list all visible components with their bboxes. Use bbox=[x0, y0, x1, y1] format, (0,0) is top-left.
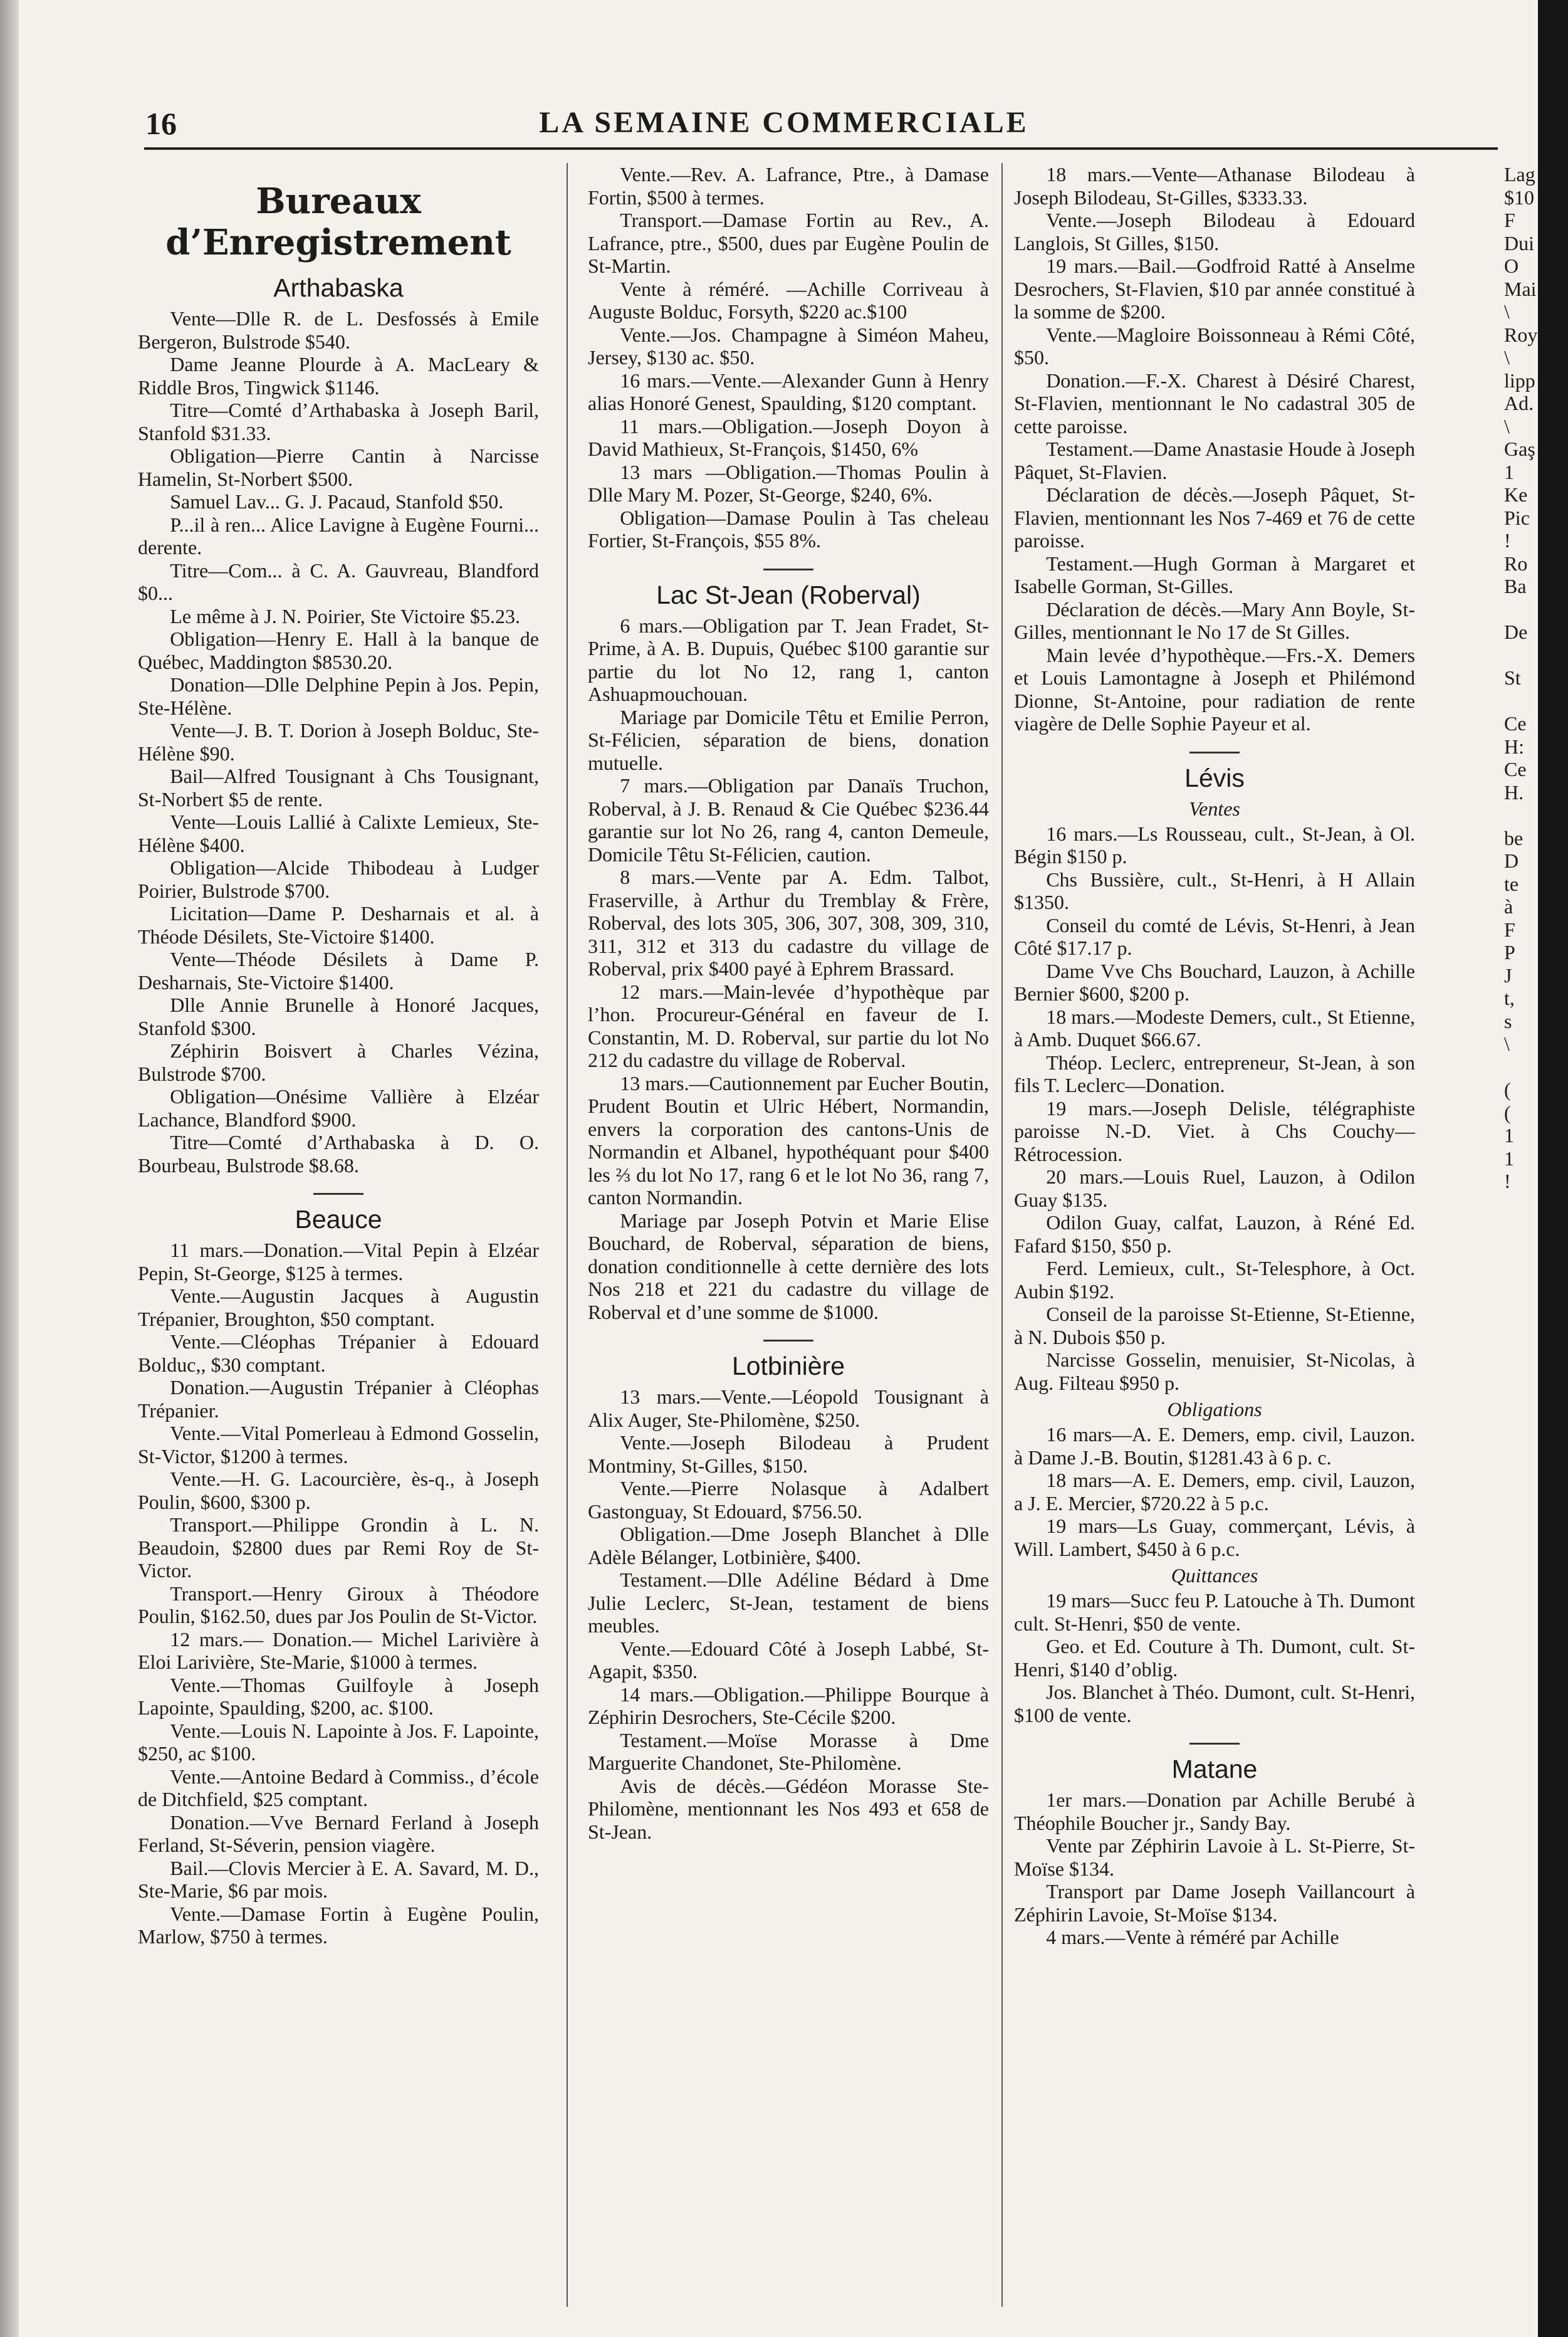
register-entry: Narcisse Gosselin, menuisier, St-Nicolas, à Aug. Filteau $950 p. bbox=[1014, 1348, 1415, 1394]
register-entry: Obligation—Onésime Vallière à Elzéar Lachance, Blandford $900. bbox=[138, 1085, 539, 1131]
edge-fragment: Ro bbox=[1504, 552, 1528, 575]
register-entry: Mariage par Joseph Potvin et Marie Elise Bouchard, de Roberval, séparation de biens, donation conditionnelle à cette dernière des lots Nos 218 et 221 du cadastre du village de Roberval et d’une somme de $1000. bbox=[588, 1209, 989, 1323]
register-entry: 1er mars.—Donation par Achille Berubé à Théophile Boucher jr., Sandy Bay. bbox=[1014, 1788, 1415, 1834]
register-entry: Transport par Dame Joseph Vaillancourt à Zéphirin Lavoie, St-Moïse $134. bbox=[1014, 1880, 1415, 1926]
register-entry: Vente par Zéphirin Lavoie à L. St-Pierre, St-Moïse $134. bbox=[1014, 1834, 1415, 1880]
edge-fragment: ! bbox=[1504, 1170, 1511, 1192]
edge-fragment: ( bbox=[1504, 1101, 1511, 1124]
edge-fragment: Dui bbox=[1504, 231, 1534, 255]
page-number: 16 bbox=[145, 106, 177, 141]
column-2 bbox=[588, 163, 989, 2307]
column-1 bbox=[138, 163, 539, 2307]
section-rule bbox=[1189, 1743, 1240, 1745]
register-entry: Vente.—Cléophas Trépanier à Edouard Bolduc,, $30 comptant. bbox=[138, 1330, 539, 1376]
register-entry: Dame Jeanne Plourde à A. MacLeary & Riddle Bros, Tingwick $1146. bbox=[138, 353, 539, 399]
edge-fragment: J bbox=[1504, 964, 1512, 987]
register-entry: 19 mars.—Bail.—Godfroid Ratté à Anselme Desrochers, St-Flavien, $10 par année constitué à la somme de $200. bbox=[1014, 255, 1415, 323]
register-entry: Titre—Comté d’Arthabaska à D. O. Bourbeau, Bulstrode $8.68. bbox=[138, 1131, 539, 1177]
edge-fragment: Ce bbox=[1504, 712, 1527, 735]
edge-fragment: t, bbox=[1504, 987, 1515, 1009]
section-rule bbox=[1189, 752, 1240, 754]
edge-fragment: \ bbox=[1504, 414, 1510, 438]
register-entry: 13 mars —Obligation.—Thomas Poulin à Dlle Mary M. Pozer, St-George, $240, 6%. bbox=[588, 460, 989, 506]
section-title: Lévis bbox=[1184, 763, 1245, 792]
edge-fragment: Ad. bbox=[1504, 392, 1534, 414]
register-entry: Vente.—Rev. A. Lafrance, Ptre., à Damase Fortin, $500 à termes. bbox=[588, 163, 989, 209]
register-entry: 19 mars—Ls Guay, commerçant, Lévis, à Will. Lambert, $450 à 6 p.c. bbox=[1014, 1515, 1415, 1560]
register-entry: Obligation—Damase Poulin à Tas cheleau Fortier, St-François, $55 8%. bbox=[588, 506, 989, 552]
register-entry: 7 mars.—Obligation par Danaïs Truchon, Roberval, à J. B. Renaud & Cie Québec $236.44 garantie sur lot No 26, rang 4, canton Demeule, Domicile Têtu St-Félicien, caution. bbox=[588, 774, 989, 866]
register-entry: 11 mars.—Obligation.—Joseph Doyon à David Mathieux, St-François, $1450, 6% bbox=[588, 414, 989, 460]
edge-fragment: te bbox=[1504, 872, 1519, 895]
section-title: Arthabaska bbox=[273, 273, 404, 302]
section-rule bbox=[763, 569, 813, 570]
scan-left-edge bbox=[0, 0, 19, 2337]
register-entry: Avis de décès.—Gédéon Morasse Ste-Philomène, mentionnant les Nos 493 et 658 de St-Jean. bbox=[588, 1774, 989, 1843]
register-entry: Donation—Dlle Delphine Pepin à Jos. Pepin, Ste-Hélène. bbox=[138, 673, 539, 719]
register-entry: Vente.—Louis N. Lapointe à Jos. F. Lapointe, $250, ac $100. bbox=[138, 1719, 539, 1765]
register-entry: 16 mars.—Ls Rousseau, cult., St-Jean, à Ol. Bégin $150 p. bbox=[1014, 822, 1415, 868]
register-entry: Dlle Annie Brunelle à Honoré Jacques, Stanfold $300. bbox=[138, 994, 539, 1039]
register-entry: Déclaration de décès.—Mary Ann Boyle, St-Gilles, mentionnant le No 17 de St Gilles. bbox=[1014, 597, 1415, 643]
register-entry: Vente.—Antoine Bedard à Commiss., d’école de Ditchfield, $25 comptant. bbox=[138, 1765, 539, 1810]
section-title: Matane bbox=[1171, 1755, 1258, 1783]
edge-fragment: ! bbox=[1504, 529, 1511, 552]
register-entry: Conseil de la paroisse St-Etienne, St-Etienne, à N. Dubois $50 p. bbox=[1014, 1303, 1415, 1348]
register-entry: 16 mars—A. E. Demers, emp. civil, Lauzon. à Dame J.-B. Boutin, $1281.43 à 6 p. c. bbox=[1014, 1423, 1415, 1469]
subsection-title: Quittances bbox=[1171, 1564, 1258, 1587]
header-title: LA SEMAINE COMMERCIALE bbox=[539, 106, 1029, 139]
register-entry: Vente.—Pierre Nolasque à Adalbert Gastonguay, St Edouard, $756.50. bbox=[588, 1477, 989, 1523]
edge-fragment: \ bbox=[1504, 1032, 1510, 1055]
edge-fragment: O bbox=[1504, 255, 1519, 277]
register-entry: Transport.—Philippe Grondin à L. N. Beaudoin, $2800 dues par Remi Roy de St-Victor. bbox=[138, 1513, 539, 1582]
register-entry: Donation.—Vve Bernard Ferland à Joseph Ferland, St-Séverin, pension viagère. bbox=[138, 1810, 539, 1856]
edge-fragment: Ce bbox=[1504, 758, 1527, 780]
register-entry: Théop. Leclerc, entrepreneur, St-Jean, à son fils T. Leclerc—Donation. bbox=[1014, 1051, 1415, 1096]
edge-fragment: H: bbox=[1504, 735, 1524, 758]
edge-fragment: P bbox=[1504, 941, 1515, 964]
edge-fragment: H. bbox=[1504, 780, 1524, 804]
column-divider bbox=[567, 163, 568, 2307]
register-entry: Geo. et Ed. Couture à Th. Dumont, cult. St-Henri, $140 d’oblig. bbox=[1014, 1635, 1415, 1681]
register-entry: Le même à J. N. Poirier, Ste Victoire $5.23. bbox=[170, 604, 520, 628]
subsection-title: Ventes bbox=[1189, 797, 1240, 820]
edge-fragment: St bbox=[1504, 666, 1521, 689]
register-entry: Bail.—Clovis Mercier à E. A. Savard, M. D., Ste-Marie, $6 par mois. bbox=[138, 1856, 539, 1902]
register-entry: Vente—Louis Lallié à Calixte Lemieux, Ste-Hélène $400. bbox=[138, 811, 539, 856]
register-entry: 18 mars.—Vente—Athanase Bilodeau à Joseph Bilodeau, St-Gilles, $333.33. bbox=[1014, 163, 1415, 209]
register-entry: Testament.—Hugh Gorman à Margaret et Isabelle Gorman, St-Gilles. bbox=[1014, 552, 1415, 597]
edge-fragment: 1 bbox=[1504, 1147, 1514, 1170]
register-entry: Testament.—Dlle Adéline Bédard à Dme Julie Leclerc, St-Jean, testament de biens meubles. bbox=[588, 1568, 989, 1637]
register-entry: 19 mars.—Joseph Delisle, télégraphiste paroisse N.-D. Viet. à Chs Couchy—Rétrocession. bbox=[1014, 1096, 1415, 1165]
register-entry: 19 mars—Succ feu P. Latouche à Th. Dumont cult. St-Henri, $50 de vente. bbox=[1014, 1589, 1415, 1635]
section-title: Beauce bbox=[295, 1205, 382, 1234]
edge-fragment: Roy bbox=[1504, 323, 1538, 346]
register-entry: Déclaration de décès.—Joseph Pâquet, St-Flavien, mentionnant les Nos 7-469 et 76 de cette paroisse. bbox=[1014, 483, 1415, 552]
register-entry: 12 mars.—Main-levée d’hypothèque par l’hon. Procureur-Général en faveur de I. Constantin, M. D. Roberval, sur partie du lot No 212 du cadastre du village de Roberval. bbox=[588, 980, 989, 1071]
register-entry: Donation.—F.-X. Charest à Désiré Charest, St-Flavien, mentionnant le No cadastral 305 de cette paroisse. bbox=[1014, 369, 1415, 438]
register-entry: Obligation—Henry E. Hall à la banque de Québec, Maddington $8530.20. bbox=[138, 628, 539, 673]
register-entry: Testament.—Moïse Morasse à Dme Marguerite Chandonet, Ste-Philomène. bbox=[588, 1728, 989, 1774]
register-entry: Vente.—Edouard Côté à Joseph Labbé, St-Agapit, $350. bbox=[588, 1637, 989, 1683]
section-title: Lac St-Jean (Roberval) bbox=[656, 580, 921, 609]
register-entry: 4 mars.—Vente à réméré par Achille bbox=[1046, 1926, 1339, 1948]
register-entry: 14 mars.—Obligation.—Philippe Bourque à Zéphirin Desrochers, Ste-Cécile $200. bbox=[588, 1683, 989, 1728]
register-entry: Obligation.—Dme Joseph Blanchet à Dlle Adèle Bélanger, Lotbinière, $400. bbox=[588, 1523, 989, 1568]
register-entry: Odilon Guay, calfat, Lauzon, à Réné Ed. Fafard $150, $50 p. bbox=[1014, 1211, 1415, 1257]
register-entry: Conseil du comté de Lévis, St-Henri, à Jean Côté $17.17 p. bbox=[1014, 913, 1415, 959]
register-entry: Vente.—Vital Pomerleau à Edmond Gosselin, St-Victor, $1200 à termes. bbox=[138, 1422, 539, 1468]
register-entry: Samuel Lav... G. J. Pacaud, Stanfold $50. bbox=[170, 490, 504, 513]
edge-fragment: Gaş bbox=[1504, 438, 1535, 460]
register-entry: Titre—Com... à C. A. Gauvreau, Blandford $0... bbox=[138, 559, 539, 604]
register-entry: Ferd. Lemieux, cult., St-Telesphore, à Oct. Aubin $192. bbox=[1014, 1257, 1415, 1303]
edge-fragment: De bbox=[1504, 621, 1528, 643]
register-entry: Dame Vve Chs Bouchard, Lauzon, à Achille Bernier $600, $200 p. bbox=[1014, 959, 1415, 1005]
edge-fragment: \ bbox=[1504, 346, 1510, 369]
edge-fragment: Ba bbox=[1504, 575, 1527, 597]
scan-right-edge bbox=[1538, 0, 1568, 2337]
register-entry: Main levée d’hypothèque.—Frs.-X. Demers et Louis Lamontagne à Joseph et Philémond Dionne, St-Antoine, pour radiation de rente viagère de Delle Sophie Payeur et al. bbox=[1014, 643, 1415, 735]
page-heading: Bureaux d’Enregistrement bbox=[165, 181, 511, 263]
register-entry: Transport.—Henry Giroux à Théodore Poulin, $162.50, dues par Jos Poulin de St-Victor. bbox=[138, 1582, 539, 1627]
register-entry: Titre—Comté d’Arthabaska à Joseph Baril, Stanfold $31.33. bbox=[138, 399, 539, 444]
register-entry: 13 mars.—Vente.—Léopold Tousignant à Alix Auger, Ste-Philomène, $250. bbox=[588, 1385, 989, 1431]
register-entry: Vente.—H. G. Lacourcière, ès-q., à Joseph Poulin, $600, $300 p. bbox=[138, 1468, 539, 1513]
column-3 bbox=[1014, 163, 1415, 2307]
register-entry: Vente à réméré. —Achille Corriveau à Auguste Bolduc, Forsyth, $220 ac.$100 bbox=[588, 277, 989, 323]
edge-fragment: lipp bbox=[1504, 369, 1535, 392]
register-entry: Vente—J. B. T. Dorion à Joseph Bolduc, Ste-Hélène $90. bbox=[138, 719, 539, 765]
subsection-title: Obligations bbox=[1167, 1398, 1262, 1421]
column-divider bbox=[1001, 163, 1003, 2307]
register-entry: Vente—Dlle R. de L. Desfossés à Emile Bergeron, Bulstrode $540. bbox=[138, 307, 539, 353]
section-rule bbox=[313, 1193, 363, 1195]
edge-fragment: à bbox=[1504, 895, 1513, 918]
register-entry: Vente—Théode Désilets à Dame P. Desharnais, Ste-Victoire $1400. bbox=[138, 948, 539, 994]
register-entry: 18 mars—A. E. Demers, emp. civil, Lauzon, a J. E. Mercier, $720.22 à 5 p.c. bbox=[1014, 1469, 1415, 1515]
edge-fragment: ( bbox=[1504, 1078, 1511, 1101]
register-entry: Jos. Blanchet à Théo. Dumont, cult. St-Henri, $100 de vente. bbox=[1014, 1681, 1415, 1726]
register-entry: Obligation—Alcide Thibodeau à Ludger Poirier, Bulstrode $700. bbox=[138, 856, 539, 902]
edge-fragment: Pic bbox=[1504, 506, 1530, 529]
register-entry: 11 mars.—Donation.—Vital Pepin à Elzéar Pepin, St-George, $125 à termes. bbox=[138, 1239, 539, 1284]
edge-fragment: Lag bbox=[1504, 163, 1535, 186]
section-rule bbox=[763, 1340, 813, 1342]
edge-fragment: D bbox=[1504, 849, 1519, 872]
section-title: Lotbinière bbox=[731, 1352, 845, 1380]
register-entry: Vente.—Damase Fortin à Eugène Poulin, Marlow, $750 à termes. bbox=[138, 1902, 539, 1948]
register-entry: Donation.—Augustin Trépanier à Cléophas Trépanier. bbox=[138, 1376, 539, 1422]
register-entry: Vente.—Joseph Bilodeau à Prudent Montminy, St-Gilles, $150. bbox=[588, 1431, 989, 1477]
edge-fragment: F bbox=[1504, 918, 1515, 941]
register-entry: Mariage par Domicile Têtu et Emilie Perron, St-Félicien, séparation de biens, donation mutuelle. bbox=[588, 705, 989, 774]
register-entry: Vente.—Joseph Bilodeau à Edouard Langlois, St Gilles, $150. bbox=[1014, 209, 1415, 255]
register-entry: Vente.—Thomas Guilfoyle à Joseph Lapointe, Spaulding, $200, ac. $100. bbox=[138, 1673, 539, 1719]
edge-fragment: Mai bbox=[1504, 277, 1537, 300]
register-entry: Transport.—Damase Fortin au Rev., A. Lafrance, ptre., $500, dues par Eugène Poulin de St-Martin. bbox=[588, 209, 989, 277]
edge-fragment: \ bbox=[1504, 300, 1510, 323]
edge-fragment: Ke bbox=[1504, 483, 1528, 506]
register-entry: Licitation—Dame P. Desharnais et al. à Théode Désilets, Ste-Victoire $1400. bbox=[138, 902, 539, 948]
register-entry: Testament.—Dame Anastasie Houde à Joseph Pâquet, St-Flavien. bbox=[1014, 438, 1415, 483]
register-entry: Vente.—Augustin Jacques à Augustin Trépanier, Broughton, $50 comptant. bbox=[138, 1284, 539, 1330]
register-entry: P...il à ren... Alice Lavigne à Eugène Fourni... derente. bbox=[138, 513, 539, 559]
register-entry: 6 mars.—Obligation par T. Jean Fradet, St-Prime, à A. B. Dupuis, Québec $100 garantie sur partie du lot No 12, rang 1, canton Ashuapmouchouan. bbox=[588, 614, 989, 705]
edge-fragment: 1 bbox=[1504, 460, 1514, 483]
edge-fragment: 1 bbox=[1504, 1124, 1514, 1147]
register-entry: Zéphirin Boisvert à Charles Vézina, Bulstrode $700. bbox=[138, 1039, 539, 1085]
register-entry: 12 mars.— Donation.— Michel Larivière à Eloi Larivière, Ste-Marie, $1000 à termes. bbox=[138, 1627, 539, 1673]
register-entry: 8 mars.—Vente par A. Edm. Talbot, Fraserville, à Arthur du Tremblay & Frère, Roberval, des lots 305, 306, 307, 308, 309, 310, 311, 312 et 313 du cadastre du village de Roberval, prix $400 payé à Ephrem Brassard. bbox=[588, 866, 989, 980]
register-entry: Obligation—Pierre Cantin à Narcisse Hamelin, St-Norbert $500. bbox=[138, 444, 539, 490]
register-entry: 20 mars.—Louis Ruel, Lauzon, à Odilon Guay $135. bbox=[1014, 1165, 1415, 1211]
edge-fragment: F bbox=[1504, 209, 1515, 231]
register-entry: 16 mars.—Vente.—Alexander Gunn à Henry alias Honoré Genest, Spaulding, $120 comptant. bbox=[588, 369, 989, 414]
edge-fragment: s bbox=[1504, 1009, 1512, 1032]
register-entry: Vente.—Jos. Champagne à Siméon Maheu, Jersey, $130 ac. $50. bbox=[588, 323, 989, 369]
register-entry: Chs Bussière, cult., St-Henri, à H Allain $1350. bbox=[1014, 868, 1415, 913]
edge-fragment: be bbox=[1504, 826, 1524, 849]
register-entry: 18 mars.—Modeste Demers, cult., St Etienne, à Amb. Duquet $66.67. bbox=[1014, 1005, 1415, 1051]
register-entry: Bail—Alfred Tousignant à Chs Tousignant, St-Norbert $5 de rente. bbox=[138, 765, 539, 811]
register-entry: Vente.—Magloire Boissonneau à Rémi Côté, $50. bbox=[1014, 323, 1415, 369]
header-rule bbox=[144, 147, 1498, 150]
edge-fragment: $10 bbox=[1504, 186, 1534, 209]
register-entry: 13 mars.—Cautionnement par Eucher Boutin, Prudent Boutin et Ulric Hébert, Normandin, envers la corporation des cantons-Unis de Normandin et Albanel, hypothéquant pour $400 les ⅔ du lot No 17, rang 6 et le lot No 36, rang 7, canton Normandin. bbox=[588, 1071, 989, 1209]
